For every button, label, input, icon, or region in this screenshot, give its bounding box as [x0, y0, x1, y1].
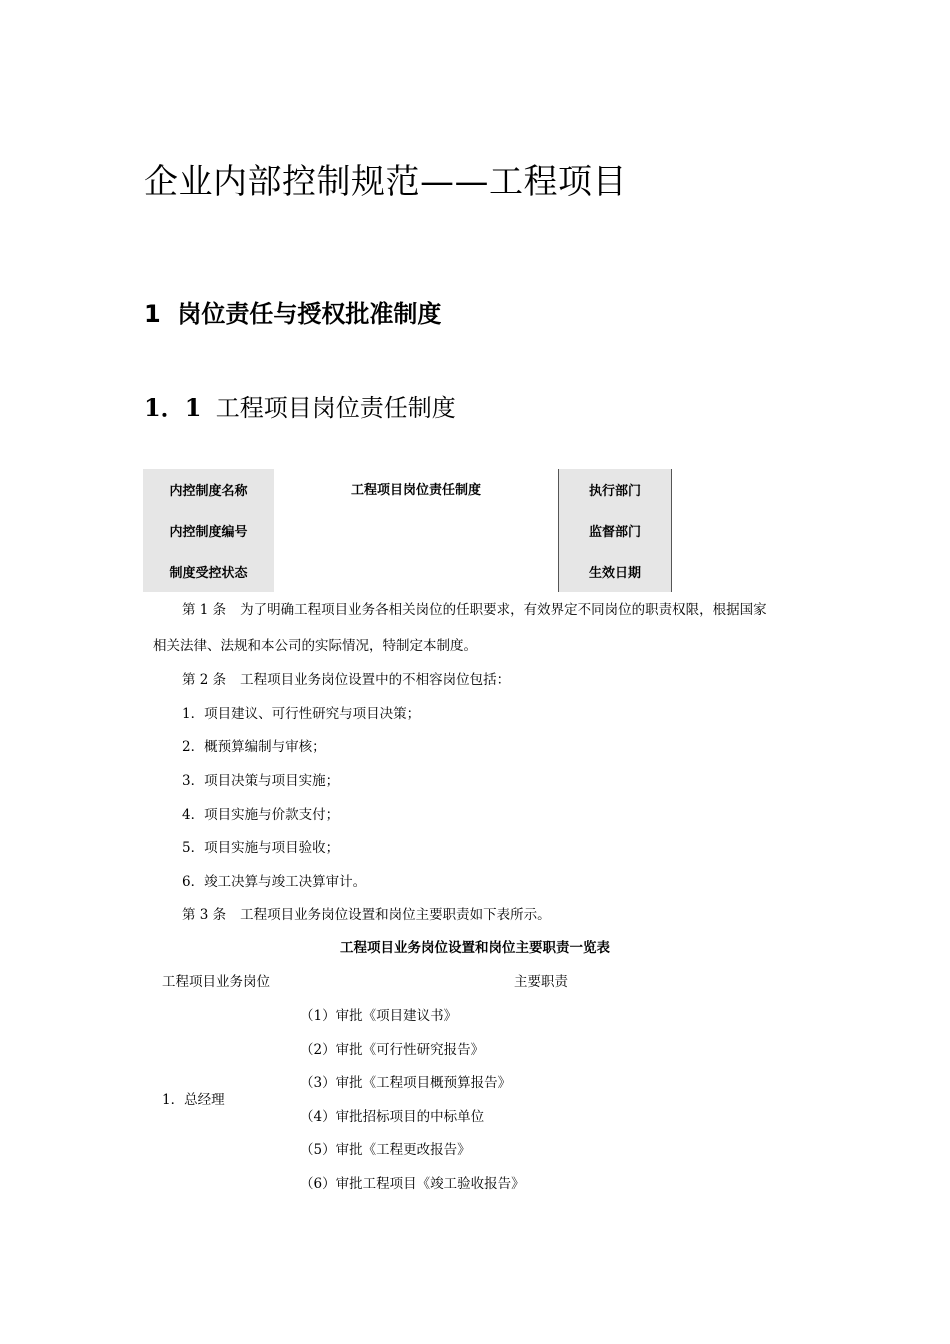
article-1-text: 为了明确工程项目业务各相关岗位的任职要求，有效界定不同岗位的职责权限，根据国家	[240, 602, 767, 618]
label-control-name: 内控制度名称	[169, 484, 248, 499]
label-executing-dept: 执行部门	[588, 484, 641, 499]
duty-item: （1）审批《项目建议书》	[300, 1008, 458, 1024]
article-2-label: 第 2 条	[182, 672, 227, 688]
list-item: 2．概预算编制与审核；	[182, 739, 326, 755]
subsection-title: 工程项目岗位责任制度	[215, 394, 456, 422]
list-item: 6．竣工决算与竣工决算审计。	[182, 874, 367, 890]
label-control-number: 内控制度编号	[169, 525, 248, 540]
article-3-label: 第 3 条	[182, 907, 227, 923]
value-control-name: 工程项目岗位责任制度	[350, 483, 481, 498]
control-header-table	[143, 469, 671, 592]
article-3	[182, 903, 551, 923]
header-dept-column	[558, 469, 672, 592]
subsection-number: 1．1	[144, 393, 202, 422]
duty-item: （5）审批《工程更改报告》	[300, 1142, 471, 1158]
section-heading-1	[144, 294, 441, 329]
document-title: 企业内部控制规范——工程项目	[144, 162, 627, 202]
list-item: 1．项目建议、可行性研究与项目决策；	[182, 706, 421, 722]
list-item: 5．项目实施与项目验收；	[182, 840, 340, 856]
column-header-duty: 主要职责	[514, 974, 568, 990]
label-control-status: 制度受控状态	[169, 566, 248, 581]
role-cell: 1．总经理	[162, 1092, 225, 1108]
duty-item: （6）审批工程项目《竣工验收报告》	[300, 1176, 525, 1192]
section-title: 岗位责任与授权批准制度	[177, 300, 442, 328]
duty-item: （4）审批招标项目的中标单位	[300, 1109, 485, 1125]
article-1-line-2: 相关法律、法规和本公司的实际情况，特制定本制度。	[153, 638, 477, 654]
article-3-text: 工程项目业务岗位设置和岗位主要职责如下表所示。	[240, 907, 551, 923]
duty-item: （2）审批《可行性研究报告》	[300, 1042, 485, 1058]
header-value-column	[274, 469, 558, 592]
duty-item: （3）审批《工程项目概预算报告》	[300, 1075, 512, 1091]
article-2-text: 工程项目业务岗位设置中的不相容岗位包括：	[240, 672, 511, 688]
list-item: 4．项目实施与价款支付；	[182, 807, 340, 823]
label-effective-date: 生效日期	[588, 566, 641, 581]
article-2	[182, 668, 510, 688]
header-label-column	[143, 469, 274, 592]
column-header-role: 工程项目业务岗位	[162, 974, 270, 990]
section-heading-1-1	[144, 388, 456, 423]
section-number: 1	[144, 300, 161, 328]
article-1-label: 第 1 条	[182, 602, 227, 618]
label-supervising-dept: 监督部门	[588, 525, 641, 540]
duty-table-title: 工程项目业务岗位设置和岗位主要职责一览表	[340, 940, 610, 956]
list-item: 3．项目决策与项目实施；	[182, 773, 340, 789]
article-1-line-1	[182, 598, 767, 618]
